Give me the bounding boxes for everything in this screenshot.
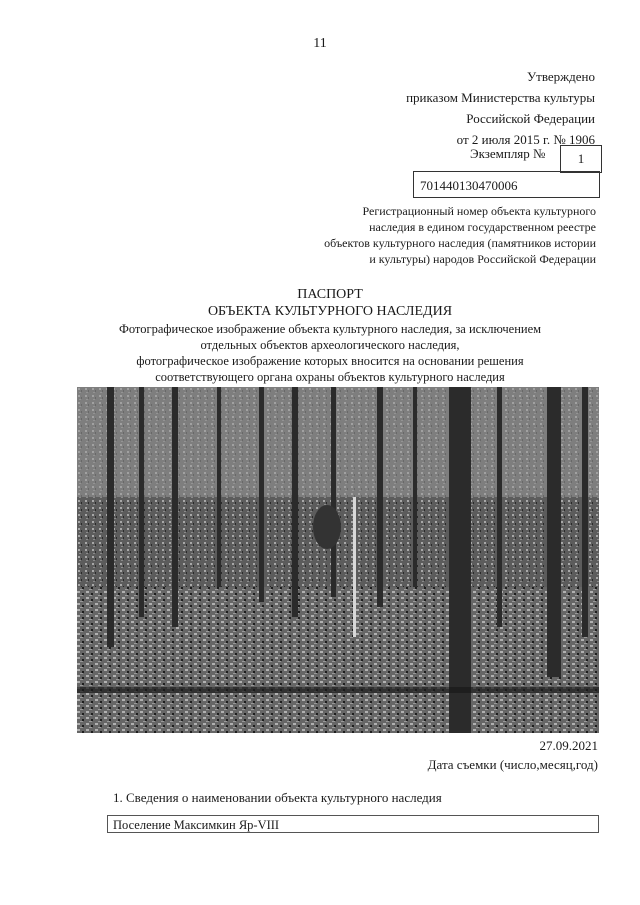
description-line: Фотографическое изображение объекта культурного наследия, за исключением bbox=[118, 322, 542, 336]
passport-title: ПАСПОРТ bbox=[297, 287, 363, 302]
photo-description bbox=[60, 321, 600, 385]
description-line: соответствующего органа охраны объектов культурного наследия bbox=[155, 370, 505, 384]
site-photograph bbox=[77, 387, 599, 733]
page-number: 11 bbox=[313, 36, 327, 51]
description-line: отдельных объектов археологического наследия, bbox=[200, 338, 460, 352]
description-line: фотографическое изображение которых вносится на основании решения bbox=[136, 354, 524, 368]
approval-block bbox=[406, 66, 595, 150]
forest-photo-graphic bbox=[77, 387, 599, 733]
object-name-field: Поселение Максимкин Яр-VIII bbox=[107, 815, 599, 833]
caption-line: Регистрационный номер объекта культурного bbox=[362, 204, 596, 218]
approval-line: приказом Министерства культуры bbox=[406, 90, 595, 105]
registration-number-box: 701440130470006 bbox=[413, 171, 600, 198]
copy-label: Экземпляр № bbox=[470, 146, 546, 161]
approval-line: от 2 июля 2015 г. № 1906 bbox=[456, 132, 595, 147]
registration-caption bbox=[324, 203, 596, 267]
passport-subtitle-object: ОБЪЕКТА КУЛЬТУРНОГО НАСЛЕДИЯ bbox=[207, 304, 453, 319]
caption-line: и культуры) народов Российской Федерации bbox=[369, 252, 596, 266]
caption-line: объектов культурного наследия (памятников истории bbox=[324, 236, 596, 250]
approval-line: Российской Федерации bbox=[466, 111, 595, 126]
section-heading: 1. Сведения о наименовании объекта культурного наследия bbox=[113, 790, 442, 805]
copy-number-box: 1 bbox=[560, 145, 602, 173]
photo-date: 27.09.2021 bbox=[539, 738, 598, 753]
approval-line: Утверждено bbox=[526, 69, 595, 84]
photo-date-label: Дата съемки (число,месяц,год) bbox=[427, 757, 598, 772]
caption-line: наследия в едином государственном реестре bbox=[369, 220, 596, 234]
